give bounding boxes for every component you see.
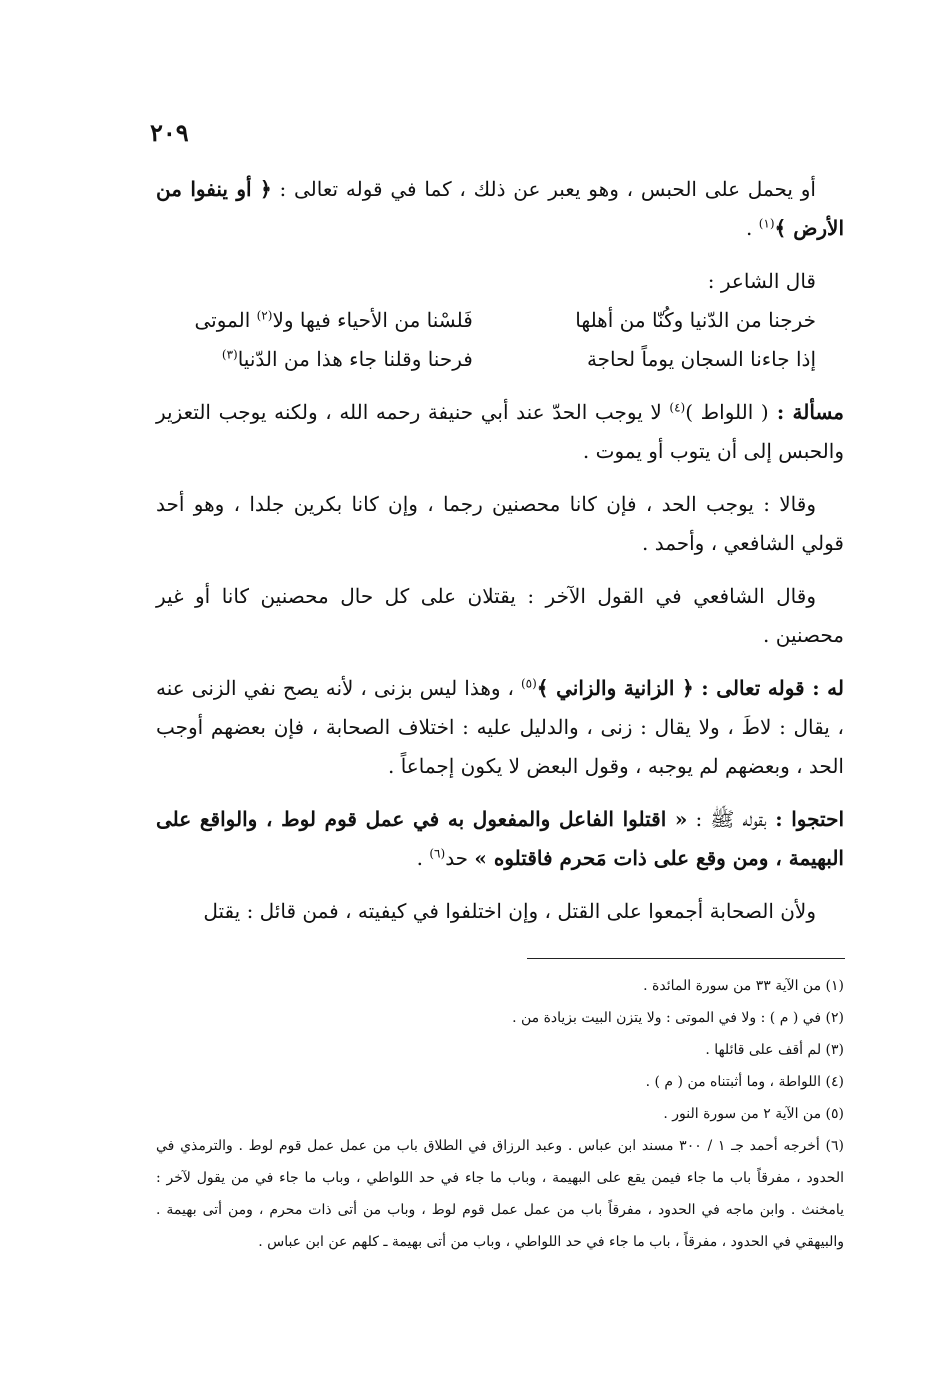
verse-first-hemistich: خرجنا من الدّنيا وكُنّا من أهلها — [575, 308, 816, 332]
paragraph-text: ، وهذا ليس بزنى ، لأنه يصح نفي الزنى عنه ، يقال : لاطَ ، ولا يقال : زنى ، والدليل عليه : اختلاف الصحابة ، فإن بعضهم أوجب الحد ، وبعضهم لم يوجبه ، وقول البعض لا يكون إجماعاً . — [156, 676, 844, 778]
masala-heading: مسألة : — [768, 400, 844, 424]
paragraph-shafii — [156, 577, 844, 655]
paragraph-text: أو يحمل على الحبس ، وهو يعبر عن ذلك ، كما في قوله تعالى : — [271, 177, 816, 201]
verse-second-hemistich — [156, 340, 473, 379]
paragraph-text: حد — [445, 846, 475, 870]
footnote-ref[interactable]: (٢) — [256, 308, 273, 323]
poem-verse-1 — [156, 301, 844, 340]
footnote-2: (٢) في ( م ) : ولا في الموتى : ولا يتزن البيت بزيادة من . — [512, 1010, 844, 1026]
page-number: ٢٠٩ — [150, 118, 189, 147]
paragraph-masala — [156, 393, 844, 471]
paragraph-text: بقوله ﷺ : — [687, 807, 767, 831]
hemistich-tail: الموتى — [194, 308, 257, 332]
footnote-divider — [527, 958, 845, 959]
masala-text: لا يوجب الحدّ عند أبي حنيفة رحمه الله ، ولكنه يوجب التعزير والحبس إلى أن يتوب أو يموت . — [156, 400, 844, 463]
paragraph-text: وقال الشافعي في القول الآخر : يقتلان على كل حال محصنين كانا أو غير محصنين . — [156, 584, 844, 647]
footnote-ref[interactable]: (١) — [758, 216, 775, 231]
paragraph-ihtajju — [156, 800, 844, 878]
ihtajju-heading: احتجوا : — [766, 807, 845, 831]
paragraph-text: وقالا : يوجب الحد ، فإن كانا محصنين رجما ، وإن كانا بكرين جلدا ، وهو أحد قولي الشافعي ، وأحمد . — [156, 492, 844, 555]
paragraph-lahu — [156, 669, 844, 786]
poem — [156, 262, 844, 379]
quote-intro: قوله تعالى : — [693, 676, 805, 700]
footnotes — [156, 970, 844, 1258]
quran-quote: ﴿ الزانية والزاني ﴾ — [536, 676, 694, 700]
hemistich-text: فَلسْنا من الأحياء فيها ولا — [272, 308, 473, 332]
paragraph-qala — [156, 485, 844, 563]
paragraph-text: ولأن الصحابة أجمعوا على القتل ، وإن اختلفوا في كيفيته ، فمن قائل : يقتل — [203, 899, 816, 923]
poem-intro: قال الشاعر : — [707, 269, 816, 293]
main-text — [156, 170, 844, 945]
footnote-6: (٦) أخرجه أحمد جـ ١ / ٣٠٠ مسند ابن عباس . وعبد الرزاق في الطلاق باب من عمل عمل قوم لوط . والترمذي في الحدود ، مفرقاً باب ما جاء فيمن يقع على البهيمة ، وباب ما جاء في حد اللواطي ، وباب ما جاء في من يقول لآخر : يامخنث . وابن ماجه في الحدود ، مفرقاً باب من عمل عمل قوم لوط ، وباب من أتى ذات محرم ، ومن أتى بهيمة . والبيهقي في الحدود ، مفرقاً ، باب ما جاء في حد اللواطي ، وباب من أتى بهيمة ـ كلهم عن ابن عباس . — [156, 1138, 844, 1250]
hemistich-text: فرحنا وقلنا جاء هذا من الدّنيا — [237, 347, 473, 371]
footnote-ref[interactable]: (٥) — [520, 676, 537, 691]
paragraph-tail: . — [745, 216, 759, 240]
footnote-4: (٤) اللواطة ، وما أثبتناه من ( م ) . — [645, 1074, 844, 1090]
masala-topic: ( اللواط ) — [685, 400, 769, 424]
paragraph-habs — [156, 170, 844, 248]
footnote-5: (٥) من الآية ٢ من سورة النور . — [663, 1106, 844, 1122]
paragraph-last — [156, 892, 844, 931]
footnote-ref[interactable]: (٤) — [669, 400, 686, 415]
paragraph-tail: . — [416, 846, 430, 870]
footnote-ref[interactable]: (٣) — [221, 347, 238, 362]
poem-verse-2 — [156, 340, 844, 379]
footnote-ref[interactable]: (٦) — [429, 846, 446, 861]
lahu-heading: له : — [804, 676, 844, 700]
verse-first-hemistich: إذا جاءنا السجان يوماً لحاجة — [586, 347, 816, 371]
hadith-quote: « اقتلوا الفاعل والمفعول به في عمل قوم لوط ، والواقع على البهيمة ، ومن وقع على ذات مَحرم فاقتلوه » — [156, 807, 844, 870]
footnote-1: (١) من الآية ٣٣ من سورة المائدة . — [643, 978, 844, 994]
quran-quote: ﴿ أو ينفوا من الأرض ﴾ — [156, 177, 844, 240]
verse-second-hemistich — [156, 301, 473, 340]
footnote-3: (٣) لم أقف على قائلها . — [705, 1042, 844, 1058]
